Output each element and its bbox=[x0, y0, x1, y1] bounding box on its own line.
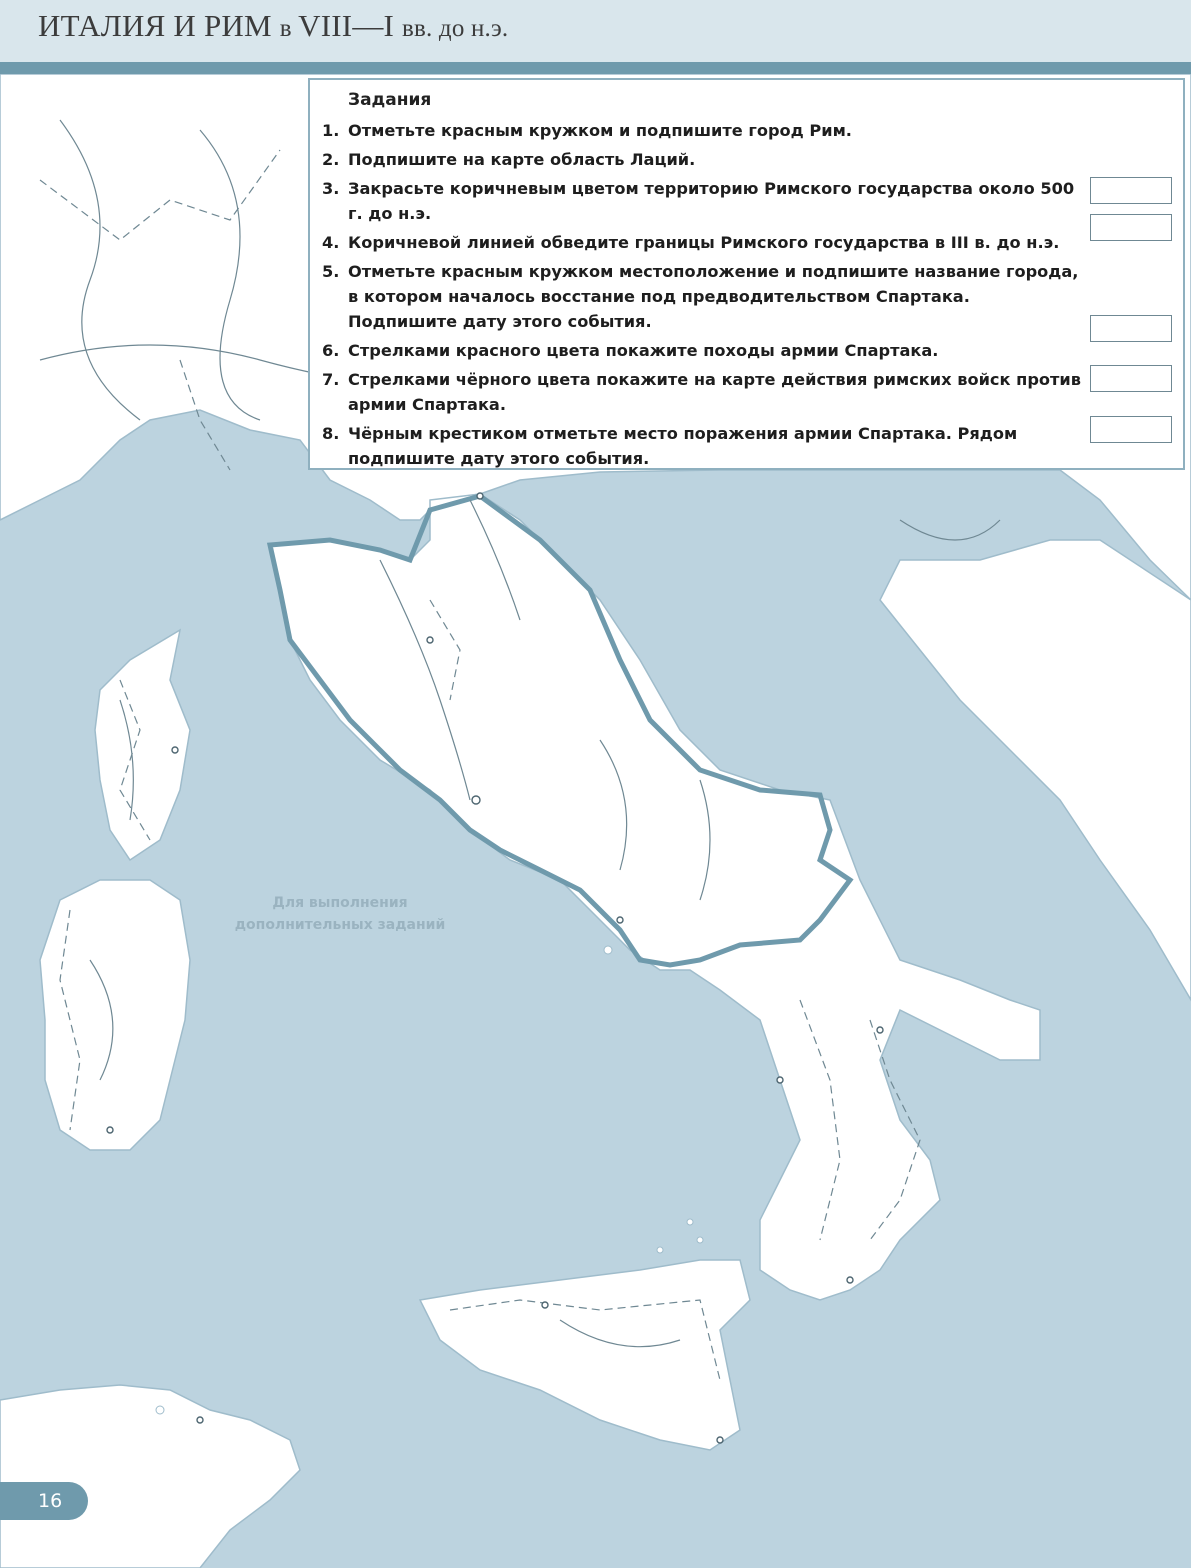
island bbox=[604, 946, 612, 954]
island bbox=[697, 1237, 703, 1243]
city-marker bbox=[427, 637, 433, 643]
page-number: 16 bbox=[0, 1482, 88, 1520]
task-item: 3. Закрасьте коричневым цветом территорию Римского государства около 500 г. до н.э. bbox=[322, 179, 1075, 223]
city-marker bbox=[717, 1437, 723, 1443]
island bbox=[687, 1219, 693, 1225]
tasks-heading: Задания bbox=[348, 90, 432, 110]
task-item: 1. Отметьте красным кружком и подпишите город Рим. bbox=[322, 121, 852, 140]
page-title: ИТАЛИЯ И РИМ в VIII—I вв. до н.э. bbox=[38, 8, 509, 43]
answer-box-4[interactable] bbox=[1090, 214, 1172, 241]
city-marker bbox=[777, 1077, 783, 1083]
city-marker bbox=[617, 917, 623, 923]
city-marker bbox=[847, 1277, 853, 1283]
city-marker bbox=[542, 1302, 548, 1308]
task-item: 2. Подпишите на карте область Лаций. bbox=[322, 150, 696, 169]
city-marker bbox=[107, 1127, 113, 1133]
answer-box-6[interactable] bbox=[1090, 315, 1172, 342]
task-item: 5. Отметьте красным кружком местоположение и подпишите название города, в котором началось восстание под предводительством Спартака. Подпишите дату этого события. bbox=[322, 262, 1079, 331]
header-bar bbox=[0, 62, 1191, 74]
task-item: 8. Чёрным крестиком отметьте место поражения армии Спартака. Рядом подпишите дату этого события. bbox=[322, 424, 1018, 468]
city-marker bbox=[877, 1027, 883, 1033]
city-marker bbox=[197, 1417, 203, 1423]
tasks-panel bbox=[308, 78, 1185, 470]
answer-box-8[interactable] bbox=[1090, 416, 1172, 443]
city-marker bbox=[477, 493, 483, 499]
ghost-text: Для выполнения дополнительных заданий bbox=[234, 895, 446, 933]
task-item: 7. Стрелками чёрного цвета покажите на карте действия римских войск против армии Спартака. bbox=[322, 370, 1081, 414]
city-marker bbox=[172, 747, 178, 753]
task-list bbox=[322, 118, 1082, 475]
task-item: 4. Коричневой линией обведите границы Римского государства в III в. до н.э. bbox=[322, 233, 1060, 252]
island bbox=[156, 1406, 164, 1414]
answer-box-3[interactable] bbox=[1090, 177, 1172, 204]
city-marker bbox=[472, 796, 480, 804]
task-item: 6. Стрелками красного цвета покажите походы армии Спартака. bbox=[322, 341, 939, 360]
island bbox=[657, 1247, 663, 1253]
answer-box-7[interactable] bbox=[1090, 365, 1172, 392]
